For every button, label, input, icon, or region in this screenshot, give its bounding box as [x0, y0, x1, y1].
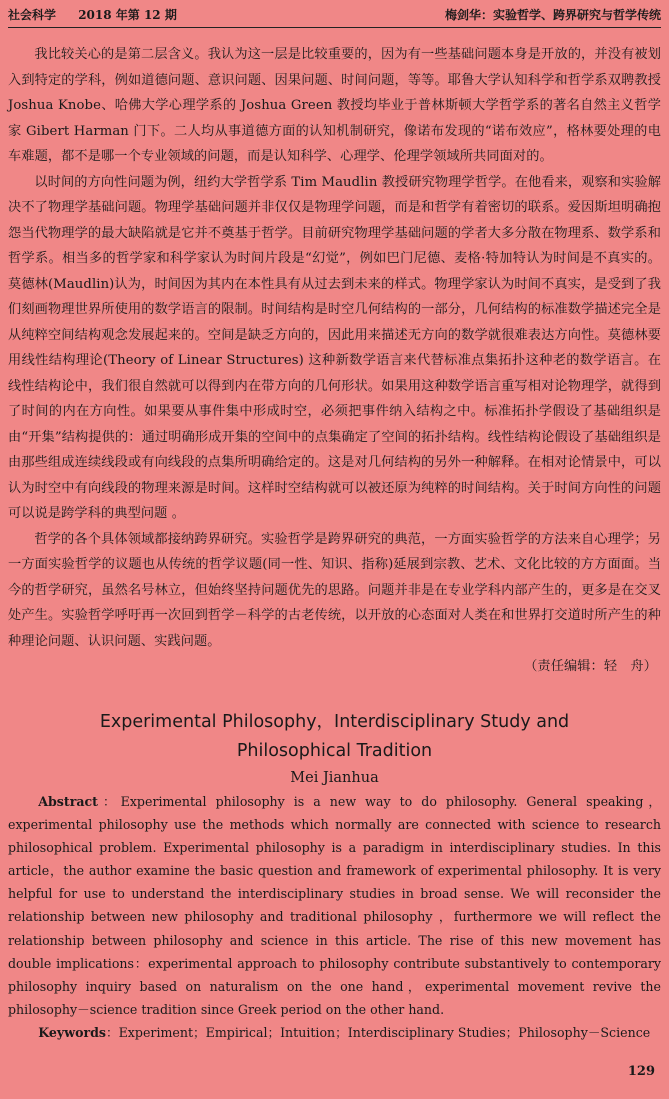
chinese-body: [8, 42, 661, 680]
english-title-line-1: Experimental Philosophy，Interdisciplinary Study and: [99, 712, 570, 732]
zh-paragraph-1: 我比较关心的是第二层含义。我认为这一层是比较重要的，因为有一些基础问题本身是开放的，并没有被划入到特定的学科，例如道德问题、意识问题、因果问题、时间问题，等等。耶鲁大学认知科学和哲学系双聘教授 Joshua Knobe、哈佛大学心理学系的 Joshua Green 教授均毕业于普林斯顿大学哲学系的著名自然主义哲学家 Gibert Harman 门下。二人均从事道德方面的认知机制研究，像诺布发现的“诺布效应”，格林要处理的电车难题，都不是哪一个专业领域的问题，而是认知科学、心理学、伦理学领域所共同面对的。: [8, 47, 661, 164]
english-title: [0, 708, 669, 766]
editor-note: （责任编辑：轻 舟）: [524, 659, 657, 674]
keywords-text: ：Experiment；Empirical；Intuition；Interdisciplinary Studies；Philosophy－Science: [106, 1024, 651, 1040]
keywords-paragraph: [8, 1021, 661, 1044]
english-title-line-2: Philosophical Tradition: [236, 741, 433, 761]
page-number: 129: [627, 1064, 655, 1079]
keywords-label: Keywords: [38, 1024, 107, 1040]
zh-paragraph-2: 以时间的方向性问题为例，纽约大学哲学系 Tim Maudlin 教授研究物理学哲学。在他看来，观察和实验解决不了物理学基础问题。物理学基础问题并非仅仅是物理学问题，而是和哲学有着密切的联系。爱因斯坦明确抱怨当代物理学的最大缺陷就是它并不奠基于哲学。目前研究物理学基础问题的学者大多分散在物理系、数学系和哲学系。相当多的哲学家和科学家认为时间片段是“幻觉”，例如巴门尼德、麦格·特加特认为时间是不真实的。莫德林(Maudlin)认为，时间因为其内在本性具有从过去到未来的样式。物理学家认为时间不真实，是受到了我们刻画物理世界所使用的数学语言的限制。时间结构是时空几何结构的一部分，几何结构的标准数学描述完全是从纯粹空间结构观念发展起来的。空间是缺乏方向的，因此用来描述无方向的数学就很难表达方向性。莫德林要用线性结构理论(Theory of Linear Structures) 这种新数学语言来代替标准点集拓扑这种老的数学语言。在线性结构论中，我们很自然就可以得到内在带方向的几何形状。如果用这种数学语言重写相对论物理学，就得到了时间的内在方向性。如果要从事件集中形成时空，必须把事件纳入结构之中。标准拓扑学假设了基础组织是由“开集”结构提供的：通过明确形成开集的空间中的点集确定了空间的拓扑结构。线性结构论假设了基础组织是由那些组成连续线段或有向线段的点集所明确给定的。这是对几何结构的另外一种解释。在相对论情景中，可以认为时空中有向线段的物理来源是时间。这样时空结构就可以被还原为纯粹的时间结构。关于时间方向性的问题可以说是跨学科的典型问题 。: [8, 174, 661, 521]
abstract-text: ：Experimental philosophy is a new way to do philosophy. General speaking，experimental philosophy use the methods which normally are connected with science to research philosophical problem. Experimental philosophy is a paradigm in interdisciplinary studies. In this article，the author examine the basic question and framework of experimental philosophy. It is very helpful for use to understand the interdisciplinary studies in broad sense. We will reconsider the relationship between new philosophy and traditional philosophy ，furthermore we will reflect the relationship between philosophy and science in this article. The rise of this new movement has double implications：experimental approach to philosophy contribute substantively to contemporary philosophy inquiry based on naturalism on the one hand，experimental movement revive the philosophy－science tradition since Greek period on the other hand.: [8, 794, 661, 1017]
journal-name: 社会科学: [8, 7, 57, 22]
abstract-label: Abstract: [38, 794, 98, 809]
abstract-paragraph: [8, 790, 661, 1021]
running-title: 梅剑华：实验哲学、跨界研究与哲学传统: [444, 7, 661, 22]
header-rule: [8, 27, 661, 28]
english-author: Mei Jianhua: [290, 770, 379, 786]
english-abstract-block: [8, 790, 661, 1044]
issue-label: 2018 年第 12 期: [78, 7, 177, 22]
running-header: [8, 4, 661, 24]
zh-paragraph-3: 哲学的各个具体领域都接纳跨界研究。实验哲学是跨界研究的典范，一方面实验哲学的方法来自心理学；另一方面实验哲学的议题也从传统的哲学议题(同一性、知识、指称)延展到宗教、艺术、文化比较的方方面面。当今的哲学研究，虽然名号林立，但始终坚持问题优先的思路。问题并非是在专业学科内部产生的，更多是在交叉处产生。实验哲学呼吁再一次回到哲学－科学的古老传统，以开放的心态面对人类在和世界打交道时所产生的种种理论问题、认识问题、实践问题。: [8, 531, 661, 649]
journal-info: [8, 6, 195, 23]
